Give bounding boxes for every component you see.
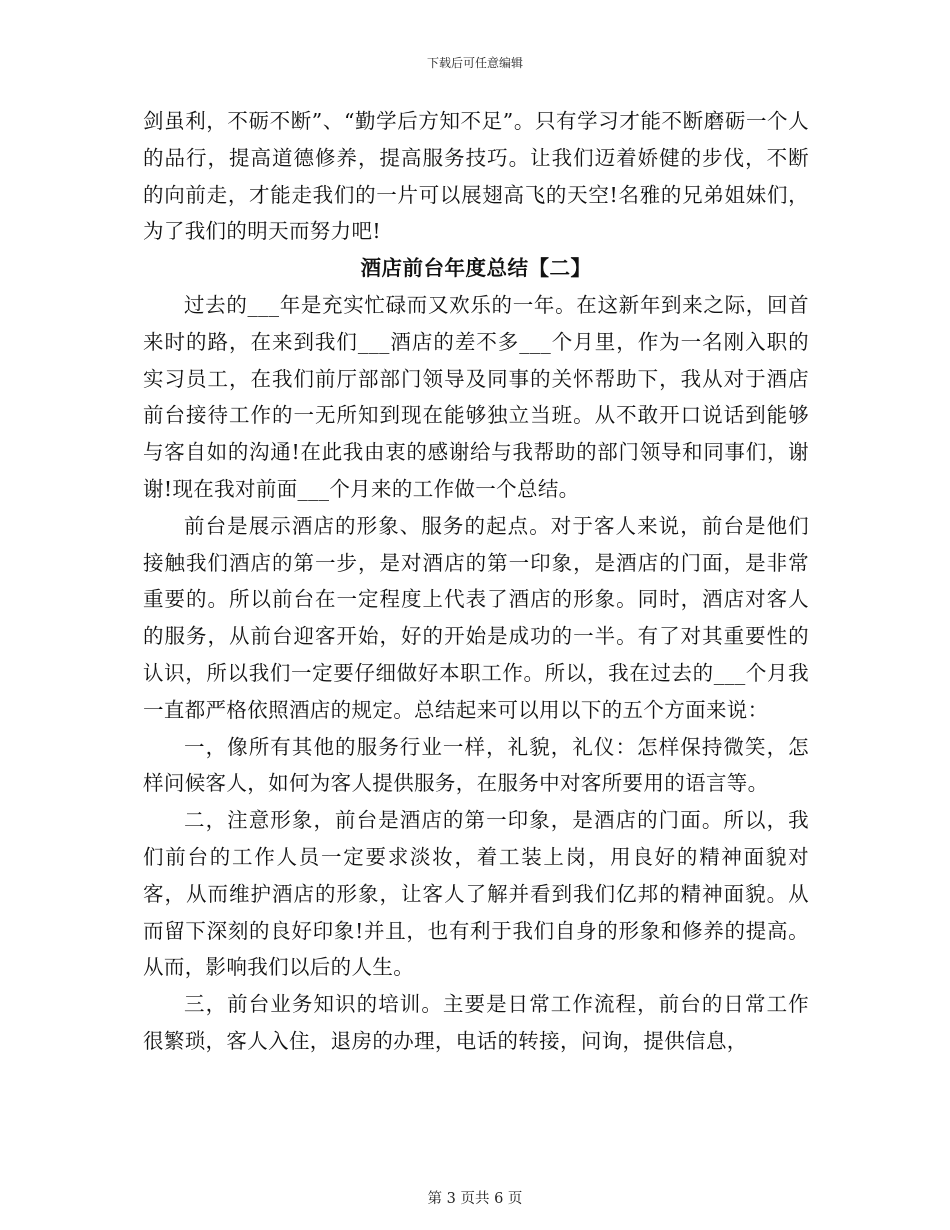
paragraph-front-desk-role: 前台是展示酒店的形象、服务的起点。对于客人来说，前台是他们接触我们酒店的第一步，是对酒店的第一印象，是酒店的门面，是非常重要的。所以前台在一定程度上代表了酒店的形象。同时，酒店对客人的服务，从前台迎客开始，好的开始是成功的一半。有了对其重要性的认识，所以我们一定要仔细做好本职工作。所以，我在过去的___个月我一直都严格依照酒店的规定。总结起来可以用以下的五个方面来说： — [143, 513, 809, 722]
paragraph-continued: 剑虽利，不砺不断”、“勤学后方知不足”。只有学习才能不断磨砺一个人的品行，提高道德修养，提高服务技巧。让我们迈着娇健的步伐，不断的向前走，才能走我们的一片可以展翅高飞的天空!名雅的兄弟姐妹们，为了我们的明天而努力吧! — [143, 109, 809, 244]
page-footer: 第 3 页共 6 页 — [427, 1191, 523, 1207]
paragraph-point-three: 三，前台业务知识的培训。主要是日常工作流程，前台的日常工作很繁琐，客人入住，退房的办理，电话的转接，问询，提供信息， — [143, 992, 809, 1053]
paragraph-point-two: 二，注意形象，前台是酒店的第一印象，是酒店的门面。所以，我们前台的工作人员一定要求淡妆，着工装上岗，用良好的精神面貌对客，从而维护酒店的形象，让客人了解并看到我们亿邦的精神面貌。从而留下深刻的良好印象!并且，也有利于我们自身的形象和修养的提高。从而，影响我们以后的人生。 — [143, 808, 809, 980]
paragraph-intro: 过去的___年是充实忙碌而又欢乐的一年。在这新年到来之际，回首来时的路，在来到我们___酒店的差不多___个月里，作为一名刚入职的实习员工，在我们前厅部部门领导及同事的关怀帮助下，我从对于酒店前台接待工作的一无所知到现在能够独立当班。从不敢开口说话到能够与客自如的沟通!在此我由衷的感谢给与我帮助的部门领导和同事们，谢谢!现在我对前面___个月来的工作做一个总结。 — [143, 292, 809, 501]
section-title: 酒店前台年度总结【二】 — [360, 256, 592, 281]
paragraph-point-one: 一，像所有其他的服务行业一样，礼貌，礼仪：怎样保持微笑，怎样问候客人，如何为客人提供服务，在服务中对客所要用的语言等。 — [143, 734, 809, 796]
document-body — [143, 103, 809, 1060]
page-header: 下载后可任意编辑 — [426, 56, 523, 70]
